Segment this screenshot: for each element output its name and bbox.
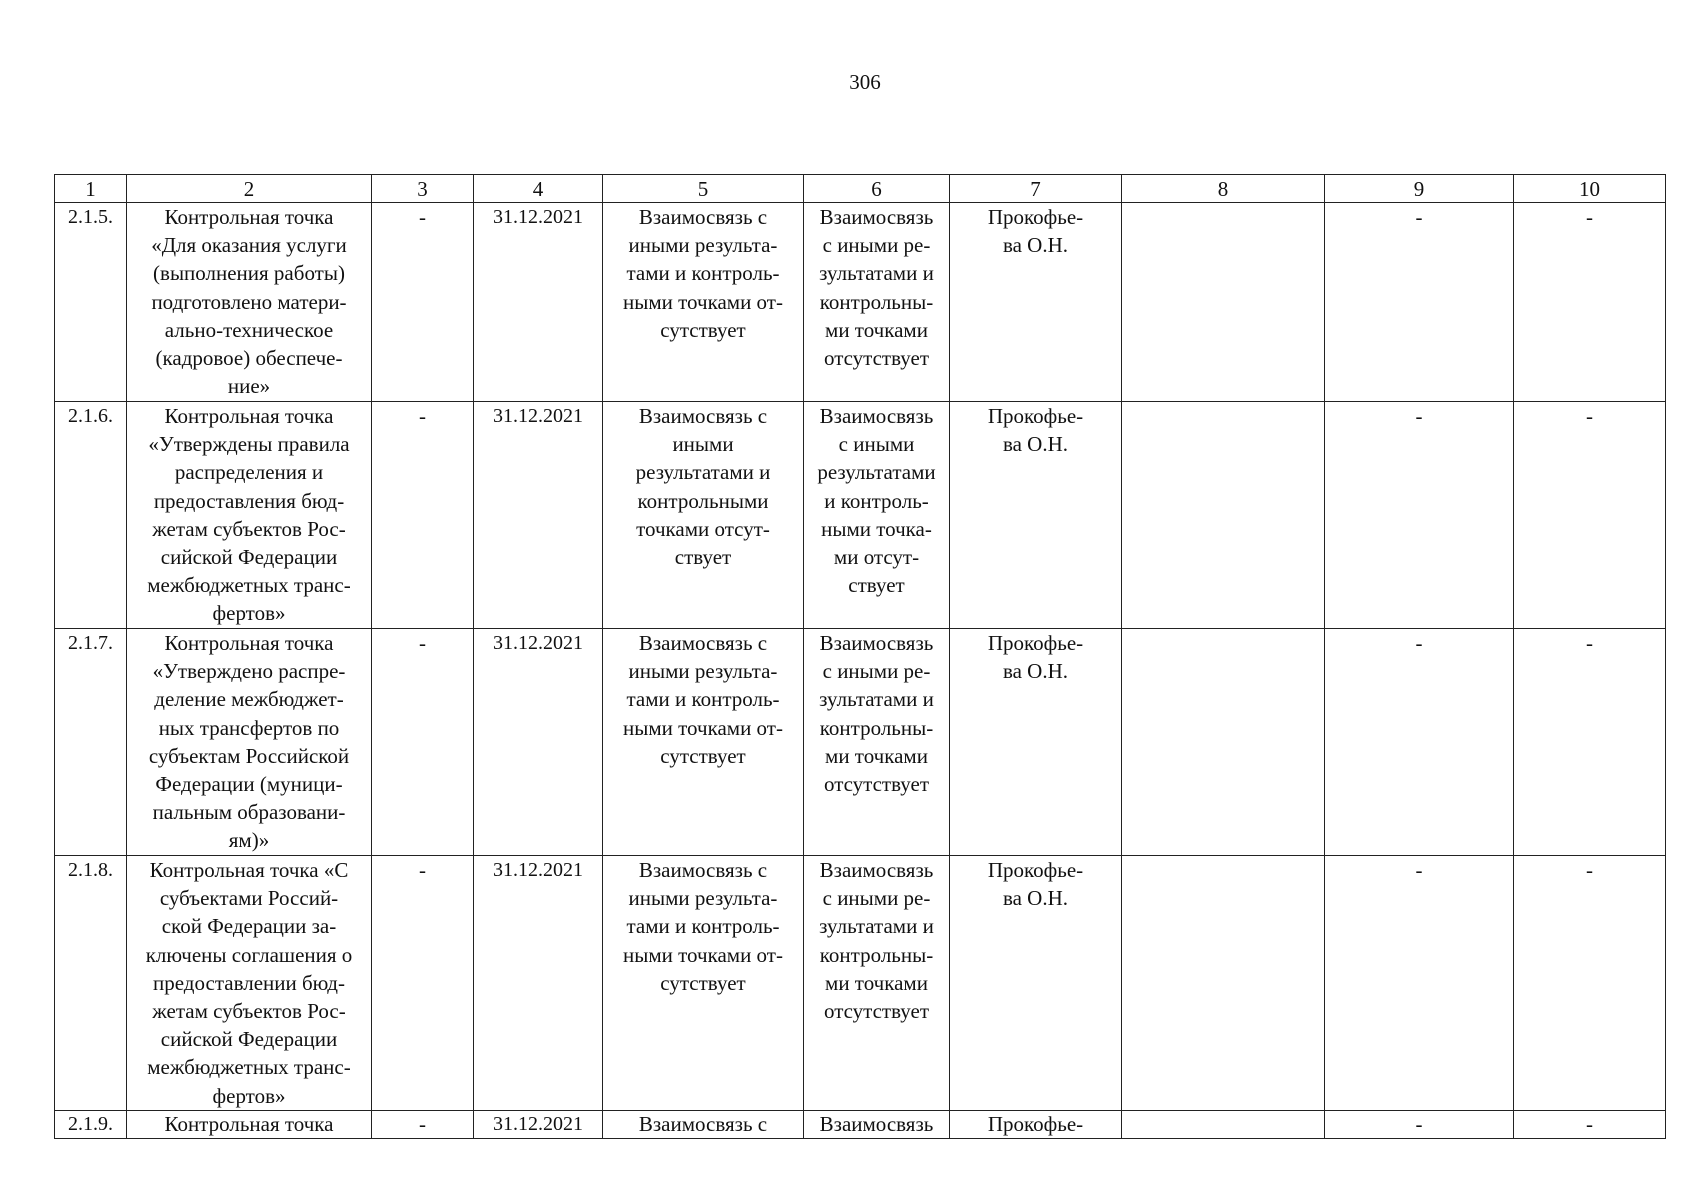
deadline-date: 31.12.2021 bbox=[474, 402, 603, 629]
cell-col6: Взаимосвязь с иными ре- зультатами и контрольны- ми точками отсутствует bbox=[804, 203, 950, 402]
cell-col8 bbox=[1122, 629, 1325, 856]
cell-col9: - bbox=[1325, 629, 1514, 856]
deadline-date: 31.12.2021 bbox=[474, 1111, 603, 1139]
item-number: 2.1.5. bbox=[55, 203, 127, 402]
cell-col5: Взаимосвязь с иными результа- тами и контроль- ными точками от- сутствует bbox=[603, 856, 804, 1111]
cell-col6: Взаимосвязь с иными результатами и контроль- ными точка- ми отсут- ствует bbox=[804, 402, 950, 629]
column-header: 9 bbox=[1325, 175, 1514, 203]
table-row bbox=[55, 1111, 1666, 1139]
cell-col3: - bbox=[372, 856, 474, 1111]
page-number: 306 bbox=[849, 70, 881, 94]
cell-col6: Взаимосвязь с иными ре- зультатами и контрольны- ми точками отсутствует bbox=[804, 629, 950, 856]
responsible-person: Прокофье- ва О.Н. bbox=[950, 856, 1122, 1111]
column-header: 4 bbox=[474, 175, 603, 203]
table-row bbox=[55, 203, 1666, 402]
deadline-date: 31.12.2021 bbox=[474, 856, 603, 1111]
item-number: 2.1.7. bbox=[55, 629, 127, 856]
cell-col3: - bbox=[372, 402, 474, 629]
cell-col10: - bbox=[1514, 856, 1666, 1111]
table-row bbox=[55, 856, 1666, 1111]
cell-col8 bbox=[1122, 856, 1325, 1111]
cell-col3: - bbox=[372, 629, 474, 856]
control-point-name: Контрольная точка «Утверждены правила распределения и предоставления бюд- жетам субъектов Рос- сийской Федерации межбюджетных транс- фертов» bbox=[127, 402, 372, 629]
cell-col10: - bbox=[1514, 402, 1666, 629]
control-point-name: Контрольная точка «С субъектами Россий- ской Федерации за- ключены соглашения о предоставлении бюд- жетам субъектов Рос- сийской Федерации межбюджетных транс- фертов» bbox=[127, 856, 372, 1111]
cell-col9: - bbox=[1325, 402, 1514, 629]
column-header: 3 bbox=[372, 175, 474, 203]
item-number: 2.1.8. bbox=[55, 856, 127, 1111]
responsible-person: Прокофье- ва О.Н. bbox=[950, 402, 1122, 629]
column-header: 2 bbox=[127, 175, 372, 203]
control-points-table bbox=[54, 174, 1666, 1139]
cell-col10: - bbox=[1514, 1111, 1666, 1139]
table-row bbox=[55, 402, 1666, 629]
cell-col9: - bbox=[1325, 1111, 1514, 1139]
column-header: 7 bbox=[950, 175, 1122, 203]
cell-col10: - bbox=[1514, 629, 1666, 856]
cell-col5: Взаимосвязь с bbox=[603, 1111, 804, 1139]
control-point-name: Контрольная точка «Для оказания услуги (выполнения работы) подготовлено матери- ально-техническое (кадровое) обеспече- ние» bbox=[127, 203, 372, 402]
responsible-person: Прокофье- ва О.Н. bbox=[950, 629, 1122, 856]
responsible-person: Прокофье- ва О.Н. bbox=[950, 203, 1122, 402]
item-number: 2.1.6. bbox=[55, 402, 127, 629]
column-header: 1 bbox=[55, 175, 127, 203]
cell-col3: - bbox=[372, 203, 474, 402]
cell-col3: - bbox=[372, 1111, 474, 1139]
column-header: 6 bbox=[804, 175, 950, 203]
control-point-name: Контрольная точка bbox=[127, 1111, 372, 1139]
table-row bbox=[55, 629, 1666, 856]
item-number: 2.1.9. bbox=[55, 1111, 127, 1139]
control-point-name: Контрольная точка «Утверждено распре- деление межбюджет- ных трансфертов по субъектам Российской Федерации (муници- пальным образовани- ям)» bbox=[127, 629, 372, 856]
cell-col6: Взаимосвязь с иными ре- зультатами и контрольны- ми точками отсутствует bbox=[804, 856, 950, 1111]
responsible-person: Прокофье- bbox=[950, 1111, 1122, 1139]
cell-col9: - bbox=[1325, 856, 1514, 1111]
cell-col9: - bbox=[1325, 203, 1514, 402]
deadline-date: 31.12.2021 bbox=[474, 203, 603, 402]
cell-col8 bbox=[1122, 1111, 1325, 1139]
cell-col6: Взаимосвязь bbox=[804, 1111, 950, 1139]
column-header: 8 bbox=[1122, 175, 1325, 203]
column-header: 10 bbox=[1514, 175, 1666, 203]
column-header: 5 bbox=[603, 175, 804, 203]
cell-col5: Взаимосвязь с иными результа- тами и контроль- ными точками от- сутствует bbox=[603, 203, 804, 402]
deadline-date: 31.12.2021 bbox=[474, 629, 603, 856]
cell-col5: Взаимосвязь с иными результа- тами и контроль- ными точками от- сутствует bbox=[603, 629, 804, 856]
cell-col5: Взаимосвязь с иными результатами и контрольными точками отсут- ствует bbox=[603, 402, 804, 629]
column-number-row bbox=[55, 175, 1666, 203]
cell-col8 bbox=[1122, 402, 1325, 629]
cell-col8 bbox=[1122, 203, 1325, 402]
cell-col10: - bbox=[1514, 203, 1666, 402]
